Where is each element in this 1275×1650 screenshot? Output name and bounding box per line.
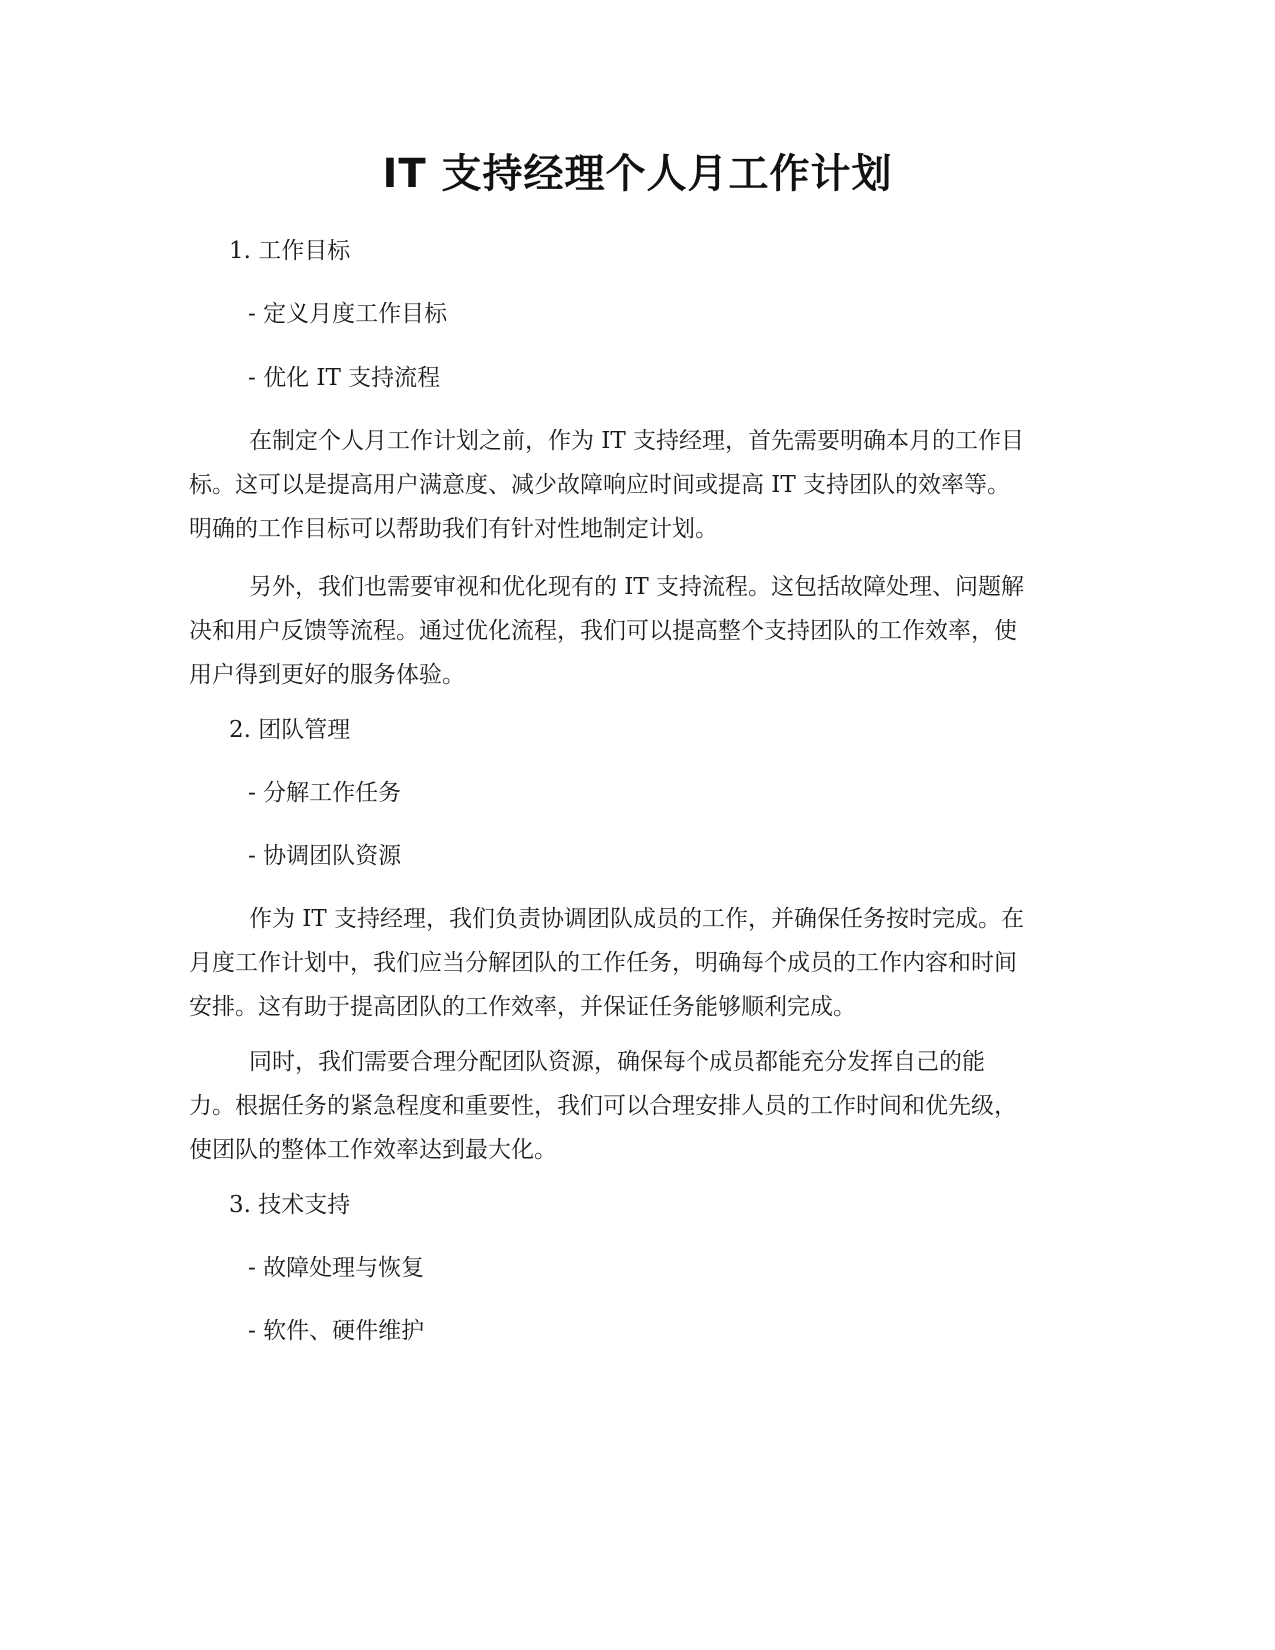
paragraph-line: 作为 IT 支持经理，我们负责协调团队成员的工作，并确保任务按时完成。在 [249,906,1025,932]
paragraph [189,565,1089,697]
paragraph-line: 另外，我们也需要审视和优化现有的 IT 支持流程。这包括故障处理、问题解 [249,574,1025,600]
paragraph-line: 决和用户反馈等流程。通过优化流程，我们可以提高整个支持团队的工作效率，使 [189,618,1017,644]
paragraph-line: 同时，我们需要合理分配团队资源，确保每个成员都能充分发挥自己的能 [249,1049,985,1075]
paragraph-line: 月度工作计划中，我们应当分解团队的工作任务，明确每个成员的工作内容和时间 [189,950,1017,976]
paragraph-line: 力。根据任务的紧急程度和重要性，我们可以合理安排人员的工作时间和优先级， [189,1093,1017,1119]
paragraph-line: 安排。这有助于提高团队的工作效率，并保证任务能够顺利完成。 [189,994,856,1020]
paragraph [189,419,1089,551]
section-heading: 3. 技术支持 [229,1192,351,1218]
paragraph-line: 用户得到更好的服务体验。 [189,662,465,688]
paragraph [189,897,1089,1029]
paragraph-line: 使团队的整体工作效率达到最大化。 [189,1137,557,1163]
section-heading: 2. 团队管理 [229,717,351,743]
bullet-item: - 定义月度工作目标 [248,301,448,327]
paragraph-line: 明确的工作目标可以帮助我们有针对性地制定计划。 [189,516,718,542]
bullet-item: - 分解工作任务 [248,780,402,806]
paragraph-line: 在制定个人月工作计划之前，作为 IT 支持经理，首先需要明确本月的工作目 [249,428,1025,454]
paragraph [189,1040,1089,1172]
paragraph-line: 标。这可以是提高用户满意度、减少故障响应时间或提高 IT 支持团队的效率等。 [189,472,1011,498]
bullet-item: - 故障处理与恢复 [248,1255,425,1281]
section-heading: 1. 工作目标 [229,238,351,264]
bullet-item: - 协调团队资源 [248,843,402,869]
bullet-item: - 软件、硬件维护 [248,1318,425,1344]
document-title: IT 支持经理个人月工作计划 [382,151,893,197]
bullet-item: - 优化 IT 支持流程 [248,365,441,391]
